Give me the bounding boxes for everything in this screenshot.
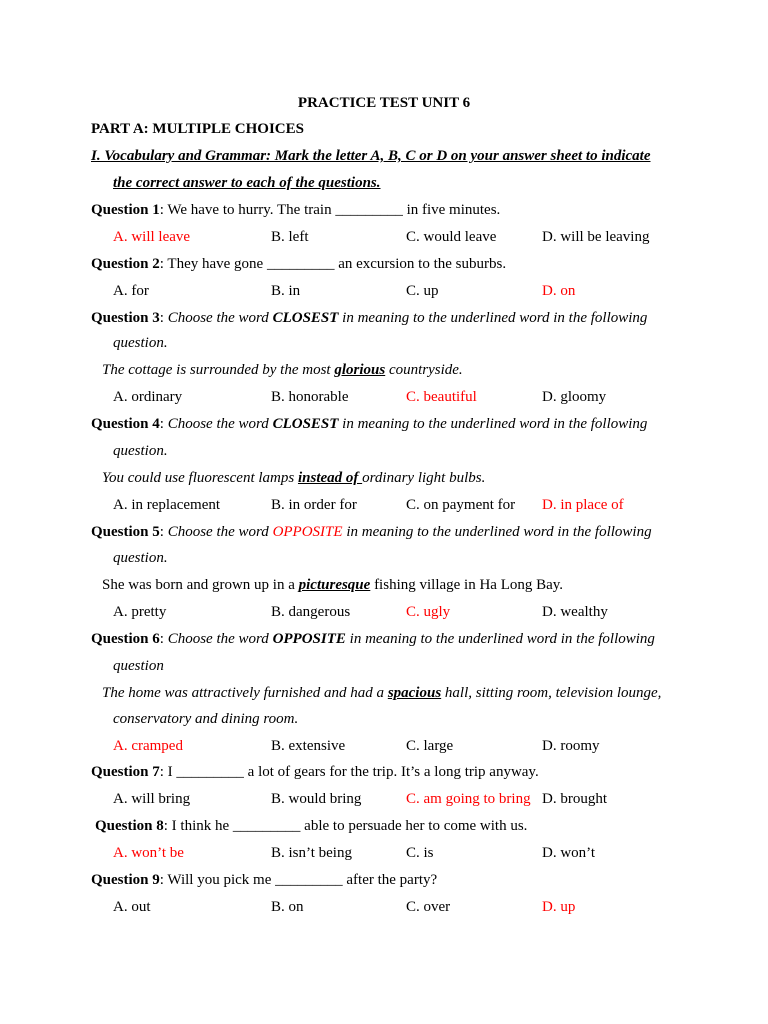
option-a[interactable]: A. will bring bbox=[113, 791, 191, 807]
question-6-sentence bbox=[102, 683, 728, 703]
question-text: : They have gone _________ an excursion to the suburbs. bbox=[159, 256, 507, 272]
sentence-text: countryside. bbox=[385, 362, 463, 378]
option-a[interactable]: A. out bbox=[113, 899, 151, 915]
option-b[interactable]: B. in order for bbox=[271, 497, 357, 513]
question-5-stem bbox=[91, 522, 728, 542]
question-text: : Will you pick me _________ after the party? bbox=[159, 872, 438, 888]
question-5-instruction-cont: question. bbox=[113, 550, 168, 566]
option-a[interactable]: A. ordinary bbox=[113, 389, 183, 405]
option-a[interactable]: A. will leave bbox=[113, 229, 191, 245]
instruction-keyword: OPPOSITE bbox=[272, 631, 346, 647]
question-label: Question 1 bbox=[91, 202, 160, 218]
underlined-word: spacious bbox=[387, 685, 442, 701]
question-4-stem bbox=[91, 414, 728, 434]
option-a[interactable]: A. in replacement bbox=[113, 497, 221, 513]
option-b[interactable]: B. left bbox=[271, 229, 309, 245]
option-c[interactable]: C. is bbox=[406, 845, 434, 861]
option-b[interactable]: B. on bbox=[271, 899, 304, 915]
option-d[interactable]: D. gloomy bbox=[542, 389, 607, 405]
instruction-text: in meaning to the underlined word in the following bbox=[342, 524, 652, 540]
question-4-options bbox=[113, 495, 733, 515]
option-d[interactable]: D. in place of bbox=[542, 497, 624, 513]
option-a[interactable]: A. cramped bbox=[113, 738, 183, 754]
instruction-text: Choose the word bbox=[167, 524, 273, 540]
option-d[interactable]: D. brought bbox=[542, 791, 607, 807]
question-9-options bbox=[113, 897, 733, 917]
option-d[interactable]: D. roomy bbox=[542, 738, 600, 754]
question-label: Question 9 bbox=[91, 872, 160, 888]
question-4-instruction-cont: question. bbox=[113, 443, 168, 459]
instruction-text: in meaning to the underlined word in the following bbox=[338, 310, 648, 326]
question-2-stem bbox=[91, 254, 728, 274]
option-d[interactable]: D. up bbox=[542, 899, 576, 915]
sentence-text: The cottage is surrounded by the most bbox=[102, 362, 335, 378]
instruction-text: Choose the word bbox=[167, 631, 273, 647]
section-instruction-line2: the correct answer to each of the questions. bbox=[113, 175, 381, 191]
question-2-options bbox=[113, 281, 733, 301]
question-5-options bbox=[113, 602, 733, 622]
question-3-stem bbox=[91, 308, 728, 328]
sentence-text: She was born and grown up in a bbox=[102, 577, 299, 593]
sentence-text: The home was attractively furnished and had a bbox=[102, 685, 388, 701]
question-text: : We have to hurry. The train _________ in five minutes. bbox=[159, 202, 501, 218]
underlined-word: instead of bbox=[297, 470, 363, 486]
page-title: PRACTICE TEST UNIT 6 bbox=[297, 95, 471, 111]
question-label: Question 3 bbox=[91, 310, 160, 326]
question-1-options bbox=[113, 227, 733, 247]
option-b[interactable]: B. would bring bbox=[271, 791, 362, 807]
option-b[interactable]: B. honorable bbox=[271, 389, 349, 405]
instruction-keyword: OPPOSITE bbox=[272, 524, 343, 540]
option-c[interactable]: C. ugly bbox=[406, 604, 451, 620]
option-b[interactable]: B. in bbox=[271, 283, 301, 299]
option-b[interactable]: B. isn’t being bbox=[271, 845, 352, 861]
question-3-instruction-cont: question. bbox=[113, 335, 168, 351]
instruction-keyword: CLOSEST bbox=[272, 310, 339, 326]
question-8-stem bbox=[95, 816, 728, 836]
option-c[interactable]: C. would leave bbox=[406, 229, 497, 245]
question-label: Question 6 bbox=[91, 631, 160, 647]
question-6-stem bbox=[91, 629, 728, 649]
instruction-text: Choose the word bbox=[167, 416, 273, 432]
question-text: : I think he _________ able to persuade her to come with us. bbox=[163, 818, 528, 834]
question-colon: : bbox=[159, 310, 168, 326]
option-d[interactable]: D. won’t bbox=[542, 845, 596, 861]
question-colon: : bbox=[159, 524, 168, 540]
option-c[interactable]: C. beautiful bbox=[406, 389, 477, 405]
instruction-text: in meaning to the underlined word in the following bbox=[345, 631, 655, 647]
question-9-stem bbox=[91, 870, 728, 890]
instruction-text: in meaning to the underlined word in the following bbox=[338, 416, 648, 432]
question-1-stem bbox=[91, 200, 728, 220]
question-6-instruction-cont: question bbox=[113, 658, 164, 674]
question-label: Question 5 bbox=[91, 524, 160, 540]
question-7-stem bbox=[91, 762, 728, 782]
question-3-options bbox=[113, 387, 733, 407]
question-label: Question 7 bbox=[91, 764, 160, 780]
section-instruction-line1: I. Vocabulary and Grammar: Mark the letter A, B, C or D on your answer sheet to indicate bbox=[91, 148, 651, 164]
question-6-sentence-cont: conservatory and dining room. bbox=[113, 711, 299, 727]
question-label: Question 4 bbox=[91, 416, 160, 432]
option-c[interactable]: C. on payment for bbox=[406, 497, 516, 513]
question-text: : I _________ a lot of gears for the trip. It’s a long trip anyway. bbox=[159, 764, 539, 780]
sentence-text: fishing village in Ha Long Bay. bbox=[370, 577, 564, 593]
question-5-sentence bbox=[102, 575, 728, 595]
question-colon: : bbox=[159, 631, 168, 647]
question-6-options bbox=[113, 736, 733, 756]
option-d[interactable]: D. will be leaving bbox=[542, 229, 650, 245]
option-a[interactable]: A. won’t be bbox=[113, 845, 184, 861]
option-c[interactable]: C. large bbox=[406, 738, 454, 754]
option-a[interactable]: A. pretty bbox=[113, 604, 167, 620]
part-heading: PART A: MULTIPLE CHOICES bbox=[91, 121, 304, 137]
instruction-text: Choose the word bbox=[167, 310, 273, 326]
underlined-word: glorious bbox=[334, 362, 386, 378]
question-7-options bbox=[113, 789, 733, 809]
sentence-text: You could use fluorescent lamps bbox=[102, 470, 298, 486]
question-8-options bbox=[113, 843, 733, 863]
option-c[interactable]: C. up bbox=[406, 283, 439, 299]
option-d[interactable]: D. wealthy bbox=[542, 604, 608, 620]
question-label: Question 8 bbox=[95, 818, 164, 834]
option-d[interactable]: D. on bbox=[542, 283, 576, 299]
instruction-keyword: CLOSEST bbox=[272, 416, 339, 432]
underlined-word: picturesque bbox=[298, 577, 371, 593]
question-3-sentence bbox=[102, 360, 728, 380]
option-a[interactable]: A. for bbox=[113, 283, 149, 299]
question-colon: : bbox=[159, 416, 168, 432]
option-c[interactable]: C. over bbox=[406, 899, 451, 915]
option-b[interactable]: B. dangerous bbox=[271, 604, 351, 620]
question-label: Question 2 bbox=[91, 256, 160, 272]
option-b[interactable]: B. extensive bbox=[271, 738, 346, 754]
question-4-sentence bbox=[102, 468, 728, 488]
sentence-text: ordinary light bulbs. bbox=[362, 470, 486, 486]
sentence-text: hall, sitting room, television lounge, bbox=[441, 685, 662, 701]
option-c[interactable]: C. am going to bring bbox=[406, 791, 531, 807]
